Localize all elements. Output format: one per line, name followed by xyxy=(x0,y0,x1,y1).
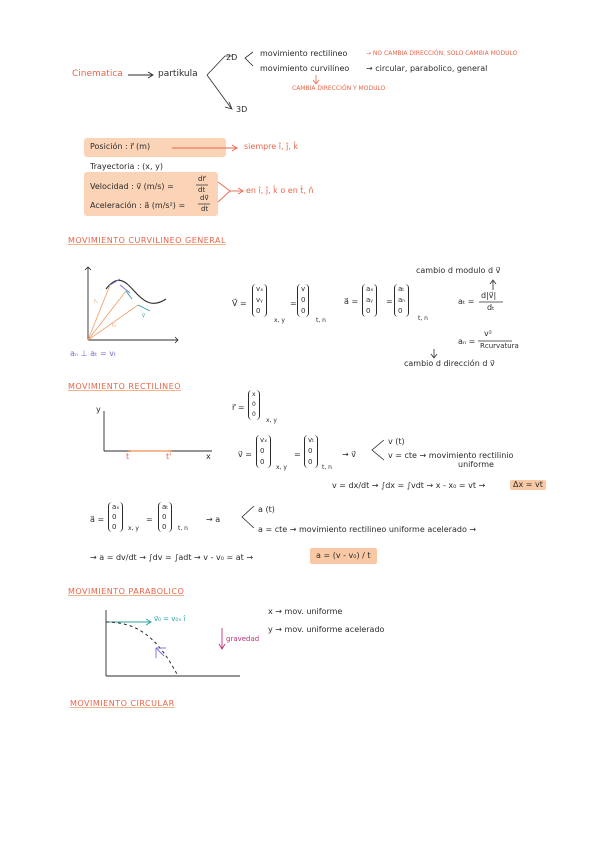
title-parabolico: MOVIMIENTO PARABOLICO xyxy=(68,587,185,596)
rect-v-sub1: x, y xyxy=(276,464,287,471)
svg-text:r⃗₁: r⃗₁ xyxy=(94,299,99,305)
rect-v-eq: v⃗ = xyxy=(238,450,252,459)
axis-x-label: x xyxy=(206,452,211,461)
gravedad-arrow xyxy=(218,628,226,650)
r-col: x 0 0 xyxy=(248,390,260,420)
v-col2: v 0 0 xyxy=(297,284,309,317)
at-eq: aₜ = xyxy=(458,297,475,306)
aceleracion-text: Aceleración : a⃗ (m/s²) = xyxy=(90,201,186,210)
r-sub: x, y xyxy=(266,417,277,424)
v-sub1: x, y xyxy=(274,317,285,324)
curvilineo-text: movimiento curvilineo xyxy=(260,64,350,73)
v-eq: V⃗ = xyxy=(232,299,247,308)
v-sub2: t, n xyxy=(316,317,326,324)
rect-a-sub1: x, y xyxy=(128,525,139,532)
v-eq-sign: = xyxy=(290,299,297,308)
a-sub2: t, n xyxy=(418,315,428,322)
arrow-down-direccion xyxy=(430,349,438,359)
arrow-down-small xyxy=(312,75,320,85)
arrow-cinematica xyxy=(128,70,158,80)
acc-frac-den: dt xyxy=(201,205,209,213)
rect-a-sub2: t, n xyxy=(178,525,188,532)
rect-a-result: a = (v - v₀) / t xyxy=(310,548,377,564)
rectilineo-note: → NO CAMBIA DIRECCIÓN, SOLO CAMBIA MODULO xyxy=(366,50,518,57)
label-3d: 3D xyxy=(236,105,248,114)
trayectoria-text: Trayectoria : (x, y) xyxy=(90,162,163,171)
rect-v-eq-sign: = xyxy=(294,450,301,459)
v-col1: vₓ vᵧ 0 xyxy=(252,284,267,317)
rect-integral-line: v = dx/dt → ∫dx = ∫vdt → x - x₀ = vt → xyxy=(332,481,486,490)
particula-label: partikula xyxy=(158,69,198,79)
rect-uniforme: uniforme xyxy=(458,460,494,469)
vel-frac-num: dr⃗ xyxy=(198,175,206,183)
rect-a-col2: aₜ 0 0 xyxy=(158,502,172,532)
rect-a-eq-sign: = xyxy=(146,515,153,524)
cambio-direccion-text: cambio d dirección d v⃗ xyxy=(404,359,495,368)
rectilineo-text: movimiento rectilineo xyxy=(260,49,348,58)
r-eq: r⃗ = xyxy=(232,403,245,412)
gravedad-label: gravedad xyxy=(226,635,260,643)
rect-v-sub2: t, n xyxy=(322,464,332,471)
rect-v-branch xyxy=(370,438,390,462)
arrow-up-modulo xyxy=(489,279,497,291)
an-at-text: aₙ ⊥ aₜ = vₜ xyxy=(70,349,117,358)
parab-y-line: y → mov. uniforme acelerado xyxy=(268,625,385,634)
rect-a-col1: aₓ 0 0 xyxy=(108,502,123,532)
rect-a-branch: → a xyxy=(206,515,221,524)
acc-frac-num: dv⃗ xyxy=(200,194,209,202)
velocidad-text: Velocidad : v⃗ (m/s) = xyxy=(90,182,174,191)
svg-text:r⃗₂: r⃗₂ xyxy=(112,323,117,329)
an-den: Rcurvatura xyxy=(480,342,519,350)
an-num: v² xyxy=(484,329,492,338)
rect-integral2: → a = dv/dt → ∫dv = ∫adt → v - v₀ = at → xyxy=(90,553,254,562)
a-eq: a⃗ = xyxy=(344,297,359,306)
axis-y-label: y xyxy=(96,405,101,414)
siempre-text: siempre î, ĵ, k̂ xyxy=(244,142,299,151)
at-den: dₜ xyxy=(487,303,495,312)
bracket-arrow xyxy=(218,178,248,208)
a-col2: aₜ aₙ 0 xyxy=(394,284,409,317)
curvilineo-note: CAMBIA DIRECCIÓN Y MODULO xyxy=(292,85,386,92)
v0-label: v⃗₀ = v₀ₓ î xyxy=(154,615,186,623)
cambio-modulo-text: cambio d modulo d v⃗ xyxy=(416,266,501,275)
a-col1: aₓ aᵧ 0 xyxy=(362,284,377,317)
rect-v-cte: v = cte → movimiento rectilinio xyxy=(388,451,514,460)
rect-v-t: v (t) xyxy=(388,437,405,446)
svg-text:v⃗: v⃗ xyxy=(142,313,145,319)
t2-label: t' xyxy=(166,452,172,461)
arrow-posicion xyxy=(172,143,242,153)
en-text: en î, ĵ, k̂ o en t̂, n̂ xyxy=(246,186,314,195)
title-curvilineo: MOVIMIENTO CURVILINEO GENERAL xyxy=(68,236,226,245)
rect-v-col2: vₜ 0 0 xyxy=(304,435,318,468)
rectilineo-graph xyxy=(90,403,220,463)
rect-v-col1: vₓ 0 0 xyxy=(256,435,271,468)
an-eq: aₙ = xyxy=(458,337,476,346)
curvilineo-graph xyxy=(80,265,180,345)
rect-a-branch-lines xyxy=(240,504,260,530)
rect-arrow-v: → v⃗ xyxy=(342,450,356,459)
curvilineo-types: → circular, parabolico, general xyxy=(366,64,488,73)
rect-a-eq: a⃗ = xyxy=(90,515,105,524)
a-eq-sign: = xyxy=(386,297,393,306)
label-2d: 2D xyxy=(226,53,238,62)
vel-frac-den: dt xyxy=(198,186,206,194)
parab-x-line: x → mov. uniforme xyxy=(268,607,343,616)
posicion-text: Posición : r⃗ (m) xyxy=(90,142,151,151)
title-circular: MOVIMIENTO CIRCULAR xyxy=(70,699,175,708)
cinematica-label: Cinematica xyxy=(72,69,123,79)
rect-a-cte: a = cte → movimiento rectilineo uniforme acelerado → xyxy=(258,525,477,534)
rect-a-t: a (t) xyxy=(258,505,275,514)
rect-dx-vt: Δx = vt xyxy=(510,480,546,490)
title-rectilineo: MOVIMIENTO RECTILINEO xyxy=(68,382,182,391)
t-label: t xyxy=(126,452,130,461)
at-num: d|v⃗| xyxy=(481,291,497,300)
